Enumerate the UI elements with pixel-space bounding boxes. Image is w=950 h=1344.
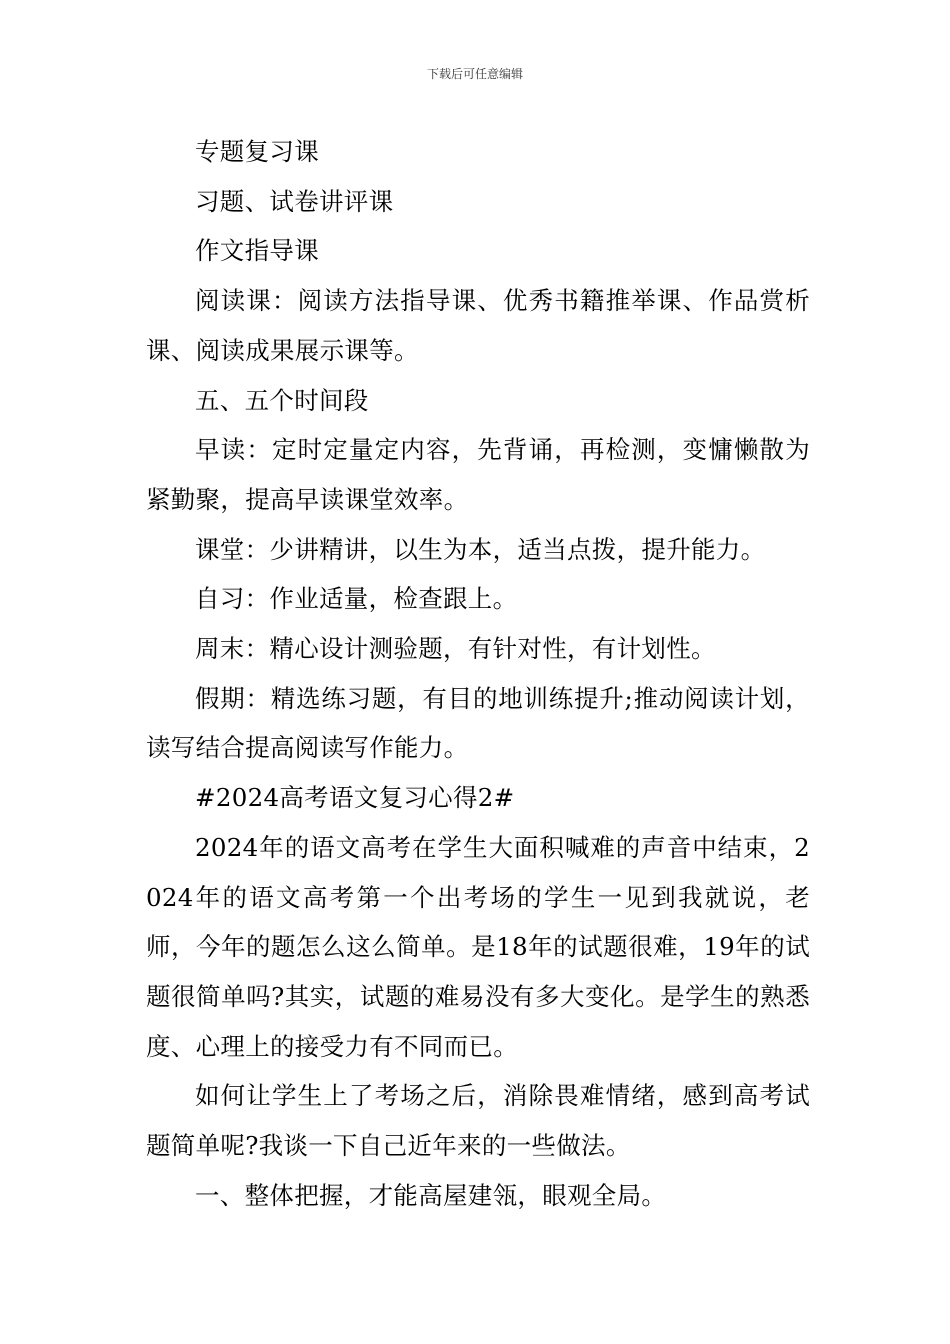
paragraph: 自习：作业适量，检查跟上。 xyxy=(195,584,518,614)
paragraph: 周末：精心设计测验题，有针对性，有计划性。 xyxy=(195,634,716,664)
article-title: #2024高考语文复习心得2# xyxy=(195,783,515,813)
paragraph: 习题、试卷讲评课 xyxy=(195,186,394,216)
paragraph: 2024年的语文高考在学生大面积喊难的声音中结束，2024年的语文高考第一个出考场的学生一见到我就说，老师，今年的题怎么这么简单。是18年的试题很难，19年的试题很简单吗?其实，试题的难易没有多大变化。是学生的熟悉度、心理上的接受力有不同而已。 xyxy=(146,832,810,1061)
section-heading: 五、五个时间段 xyxy=(195,385,369,415)
paragraph: 作文指导课 xyxy=(195,236,319,266)
paragraph: 专题复习课 xyxy=(195,137,319,166)
paragraph: 课堂：少讲精讲，以生为本，适当点拨，提升能力。 xyxy=(195,534,766,564)
paragraph: 阅读课：阅读方法指导课、优秀书籍推举课、作品赏析课、阅读成果展示课等。 xyxy=(146,286,810,365)
paragraph: 早读：定时定量定内容，先背诵，再检测，变慵懒散为紧勤聚，提高早读课堂效率。 xyxy=(146,435,810,514)
page-header: 下载后可任意编辑 xyxy=(426,67,523,81)
paragraph: 假期：精选练习题，有目的地训练提升;推动阅读计划，读写结合提高阅读写作能力。 xyxy=(146,683,810,763)
section-heading: 一、整体把握，才能高屋建瓴，眼观全局。 xyxy=(195,1180,667,1210)
document-body xyxy=(146,127,810,1220)
paragraph: 如何让学生上了考场之后，消除畏难情绪，感到高考试题简单呢?我谈一下自己近年来的一些做法。 xyxy=(146,1081,810,1161)
